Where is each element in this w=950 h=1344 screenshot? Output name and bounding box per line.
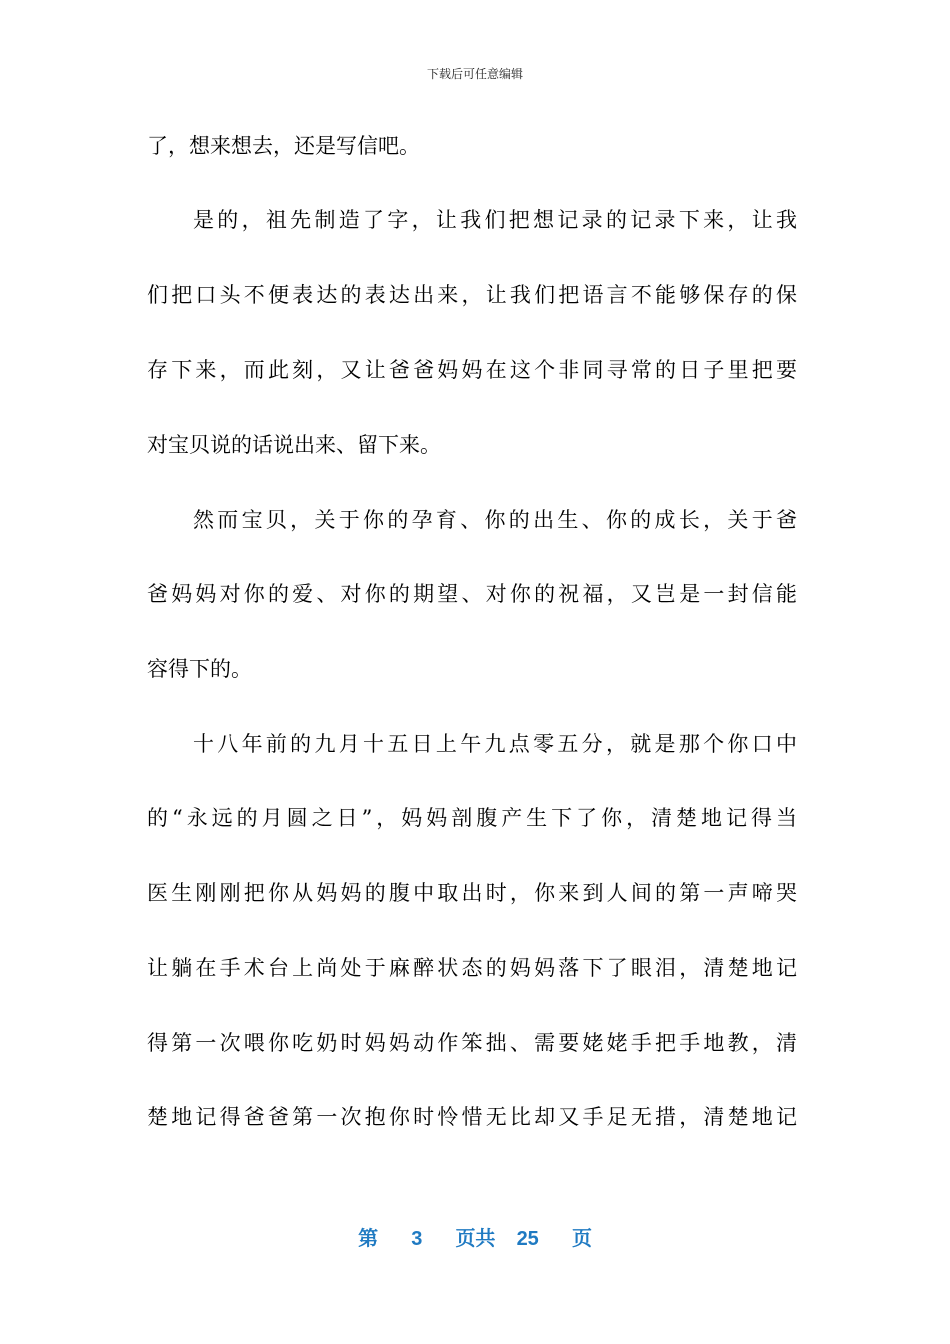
total-pages-number: 25 bbox=[516, 1228, 539, 1250]
current-page-number: 3 bbox=[411, 1228, 423, 1250]
text-line: 对宝贝说的话说出来、留下来。 bbox=[147, 433, 441, 457]
text-line: 让躺在手术台上尚处于麻醉状态的妈妈落下了眼泪，清楚地记 bbox=[147, 956, 797, 980]
text-line: 楚地记得爸爸第一次抱你时怜惜无比却又手足无措，清楚地记 bbox=[147, 1105, 797, 1129]
footer-prefix: 第 bbox=[358, 1228, 379, 1250]
page-header: 下载后可任意编辑 bbox=[426, 67, 523, 81]
text-line: 是的，祖先制造了字，让我们把想记录的记录下来，让我 bbox=[193, 208, 797, 232]
text-line: 的“永远的月圆之日”，妈妈剖腹产生下了你，清楚地记得当 bbox=[147, 806, 797, 830]
text-line: 然而宝贝，关于你的孕育、你的出生、你的成长，关于爸 bbox=[193, 508, 797, 532]
page-footer bbox=[0, 1226, 950, 1252]
text-line: 得第一次喂你吃奶时妈妈动作笨拙、需要姥姥手把手地教，清 bbox=[147, 1031, 797, 1055]
text-line: 医生刚刚把你从妈妈的腹中取出时，你来到人间的第一声啼哭 bbox=[147, 881, 797, 905]
text-line: 存下来，而此刻，又让爸爸妈妈在这个非同寻常的日子里把要 bbox=[147, 358, 797, 382]
text-line: 容得下的。 bbox=[147, 657, 252, 681]
text-line: 们把口头不便表达的表达出来，让我们把语言不能够保存的保 bbox=[147, 283, 797, 307]
footer-middle: 页共 bbox=[455, 1228, 496, 1250]
text-line: 爸妈妈对你的爱、对你的期望、对你的祝福，又岂是一封信能 bbox=[147, 582, 797, 606]
text-line: 了，想来想去，还是写信吧。 bbox=[147, 134, 420, 158]
footer-suffix: 页 bbox=[571, 1228, 592, 1250]
text-line: 十八年前的九月十五日上午九点零五分，就是那个你口中 bbox=[193, 732, 797, 756]
